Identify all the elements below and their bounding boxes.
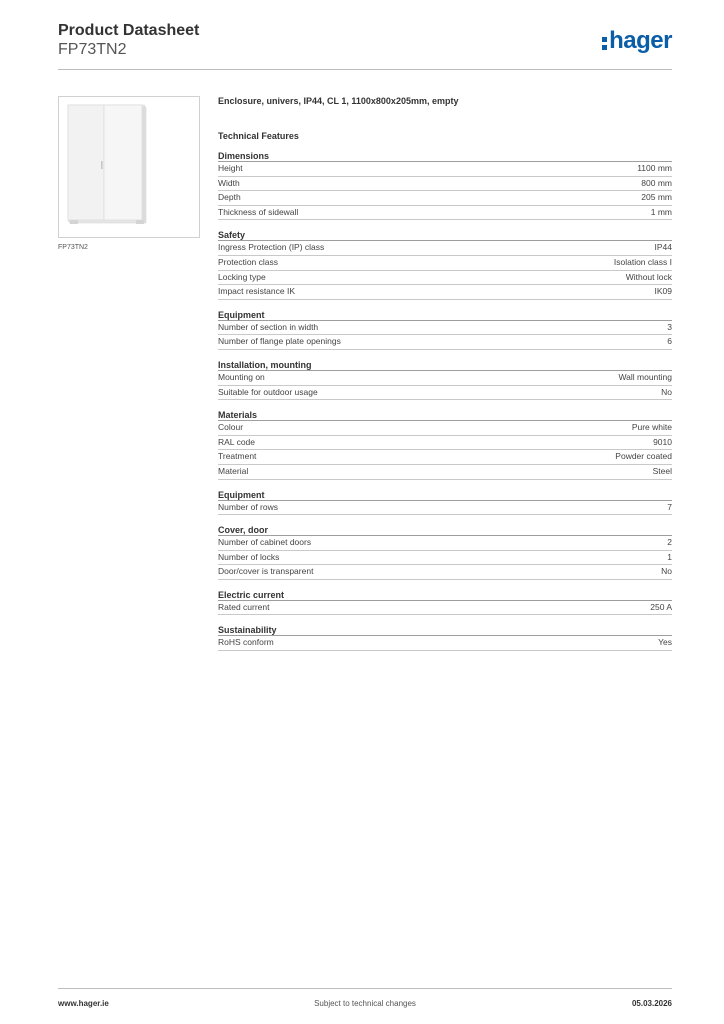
feature-label: Number of cabinet doors xyxy=(218,537,312,548)
feature-value: Without lock xyxy=(625,271,672,282)
feature-label: Treatment xyxy=(218,451,257,462)
feature-value: Pure white xyxy=(631,422,672,433)
feature-row xyxy=(218,285,672,300)
feature-value: 9010 xyxy=(653,436,672,447)
feature-row xyxy=(218,636,672,651)
feature-value: No xyxy=(661,566,672,577)
feature-value: 7 xyxy=(667,501,672,512)
feature-section xyxy=(218,624,672,651)
footer-notice: Subject to technical changes xyxy=(314,999,416,1008)
feature-label: Number of section in width xyxy=(218,321,319,332)
feature-label: Door/cover is transparent xyxy=(218,566,314,577)
feature-value: No xyxy=(661,386,672,397)
hager-logo xyxy=(602,28,672,54)
feature-row xyxy=(218,601,672,616)
feature-label: Width xyxy=(218,177,240,188)
feature-value: 800 mm xyxy=(641,177,672,188)
feature-value: IP44 xyxy=(654,242,672,253)
footer-date: 05.03.2026 xyxy=(631,999,672,1008)
feature-value: 3 xyxy=(667,321,672,332)
product-image xyxy=(58,96,200,238)
feature-label: Depth xyxy=(218,192,241,203)
feature-label: Colour xyxy=(218,422,244,433)
page-title: Product Datasheet xyxy=(58,22,200,39)
section-title: Dimensions xyxy=(218,150,672,162)
logo-wordmark: hager xyxy=(609,27,672,54)
cabinet-image xyxy=(64,101,148,227)
feature-label: Impact resistance IK xyxy=(218,286,296,297)
feature-row xyxy=(218,271,672,286)
section-title: Installation, mounting xyxy=(218,359,672,371)
feature-label: Number of rows xyxy=(218,501,278,512)
feature-value: 205 mm xyxy=(641,192,672,203)
feature-section xyxy=(218,150,672,220)
feature-label: Protection class xyxy=(218,256,278,267)
feature-section xyxy=(218,309,672,350)
feature-row xyxy=(218,465,672,480)
feature-section xyxy=(218,359,672,400)
page-footer xyxy=(58,988,672,1012)
technical-features-table xyxy=(218,150,672,660)
feature-row xyxy=(218,536,672,551)
section-title: Cover, door xyxy=(218,524,672,536)
section-title: Equipment xyxy=(218,309,672,321)
feature-value: 1 xyxy=(667,551,672,562)
section-title: Equipment xyxy=(218,489,672,501)
feature-label: Locking type xyxy=(218,271,266,282)
feature-section xyxy=(218,524,672,580)
feature-label: RAL code xyxy=(218,436,256,447)
feature-row xyxy=(218,177,672,192)
feature-label: Ingress Protection (IP) class xyxy=(218,242,325,253)
feature-value: 1 mm xyxy=(650,206,672,217)
footer-website: www.hager.ie xyxy=(58,999,109,1008)
feature-section xyxy=(218,489,672,516)
section-title: Materials xyxy=(218,409,672,421)
feature-value: 1100 mm xyxy=(637,163,672,173)
feature-row xyxy=(218,191,672,206)
feature-row xyxy=(218,241,672,256)
section-title: Safety xyxy=(218,229,672,241)
feature-label: Mounting on xyxy=(218,371,265,382)
feature-row xyxy=(218,386,672,401)
feature-section xyxy=(218,409,672,479)
feature-value: Yes xyxy=(658,637,672,648)
feature-row xyxy=(218,256,672,271)
product-description: Enclosure, univers, IP44, CL 1, 1100x800x205mm, empty xyxy=(218,96,459,106)
feature-row xyxy=(218,565,672,580)
feature-label: Number of locks xyxy=(218,551,280,562)
feature-label: Thickness of sidewall xyxy=(218,206,299,217)
technical-features-heading: Technical Features xyxy=(218,131,299,141)
feature-section xyxy=(218,589,672,616)
feature-label: Number of flange plate openings xyxy=(218,336,341,347)
page-header xyxy=(58,22,672,70)
feature-section xyxy=(218,229,672,299)
feature-row xyxy=(218,436,672,451)
feature-label: Material xyxy=(218,465,249,476)
feature-row xyxy=(218,206,672,221)
feature-row xyxy=(218,551,672,566)
feature-value: Powder coated xyxy=(615,451,672,462)
feature-value: Isolation class I xyxy=(613,256,672,267)
product-code: FP73TN2 xyxy=(58,41,127,58)
feature-row xyxy=(218,321,672,336)
section-title: Electric current xyxy=(218,589,672,601)
section-title: Sustainability xyxy=(218,624,672,636)
feature-value: 2 xyxy=(667,537,672,548)
feature-value: Wall mounting xyxy=(618,371,672,382)
feature-row xyxy=(218,371,672,386)
feature-label: Suitable for outdoor usage xyxy=(218,386,318,397)
feature-row xyxy=(218,335,672,350)
product-image-caption: FP73TN2 xyxy=(58,244,88,251)
feature-value: IK09 xyxy=(654,286,672,297)
feature-row xyxy=(218,501,672,516)
feature-value: 250 A xyxy=(650,601,672,612)
feature-label: RoHS conform xyxy=(218,637,274,648)
feature-value: Steel xyxy=(652,465,672,476)
feature-row xyxy=(218,421,672,436)
feature-label: Rated current xyxy=(218,601,270,612)
feature-row xyxy=(218,162,672,177)
feature-row xyxy=(218,450,672,465)
feature-label: Height xyxy=(218,163,243,173)
logo-dots-icon xyxy=(602,37,607,50)
feature-value: 6 xyxy=(667,336,672,347)
